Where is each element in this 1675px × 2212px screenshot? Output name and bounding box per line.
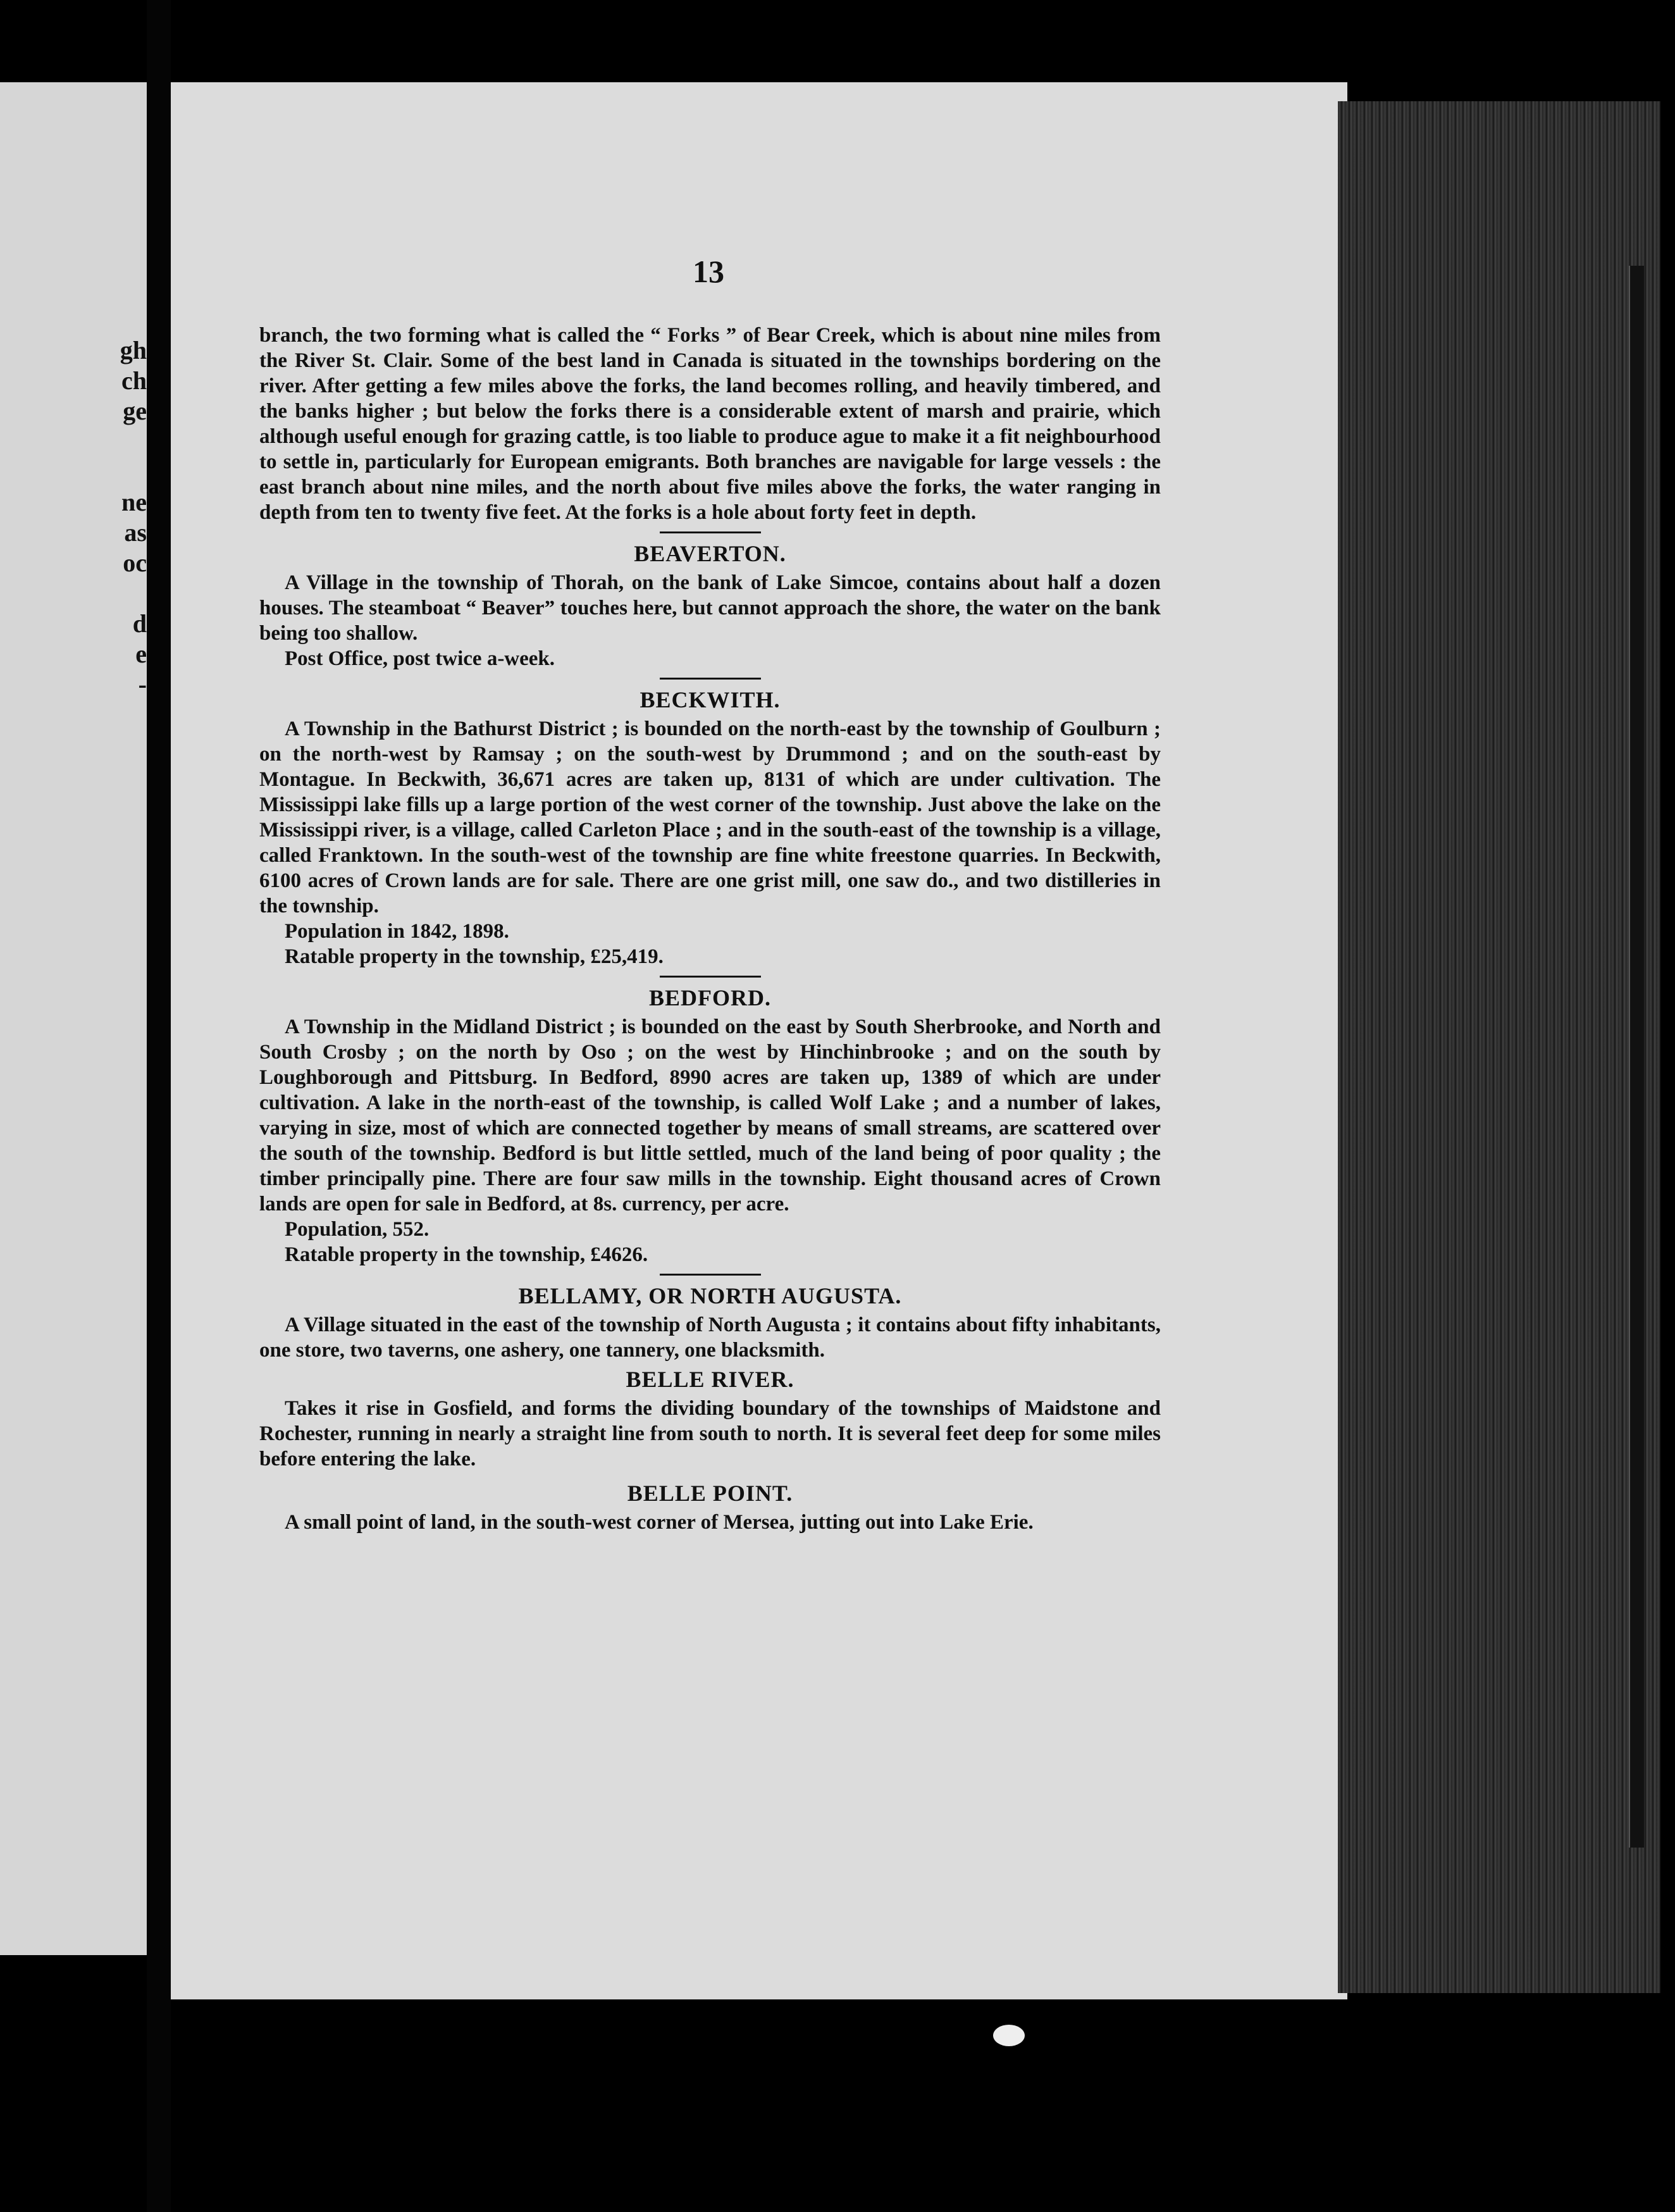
beckwith-population: Population in 1842, 1898. (285, 920, 509, 943)
heading-belle-point: BELLE POINT. (627, 1481, 793, 1506)
belle-river-body: Takes it rise in Gosfield, and forms the dividing boundary of the townships of Maidstone and Rochester, running in nearly a straight line from south to north. It is several feet deep for some miles before entering the lake. (259, 1397, 1161, 1470)
section-divider (660, 976, 761, 978)
section-divider (660, 1274, 761, 1276)
left-fragment: ne (121, 488, 147, 516)
left-fragment: d (132, 609, 147, 638)
bedford-body: A Township in the Midland District ; is bounded on the east by South Sherbrooke, and North and South Crosby ; on the north by Oso ; on the west by Hinchinbrooke ; and on the south by Loughborough and Pittsburg. In Bedford, 8990 acres are taken up, 1389 of which are under cultivation. A lake in the north-east of the township, is called Wolf Lake ; and a number of lakes, varying in size, most of which are connected together by means of small streams, are scattered over the south of the township. Bedford is but little settled, much of the land being of poor quality ; the timber principally pine. There are four saw mills in the township. Eight thousand acres of Crown lands are open for sale in Bedford, at 8s. currency, per acre. (259, 1016, 1161, 1215)
beckwith-property: Ratable property in the township, £25,419. (285, 945, 664, 968)
left-fragment (115, 426, 147, 457)
left-fragment: e (135, 640, 147, 668)
section-divider (660, 678, 761, 680)
left-fragment: oc (123, 549, 147, 577)
left-fragment: ch (121, 366, 147, 395)
section-divider (660, 531, 761, 533)
bedford-property: Ratable property in the township, £4626. (285, 1243, 648, 1266)
heading-beckwith: BECKWITH. (640, 687, 781, 712)
left-fragment (115, 457, 147, 487)
page-number: 13 (693, 254, 724, 289)
paper-stain (993, 2025, 1025, 2046)
page-edge-tab (1629, 266, 1644, 1848)
beckwith-body: A Township in the Bathurst District ; is bounded on the north-east by the township of Goulburn ; on the north-west by Ramsay ; on the south-west by Drummond ; and on the south-east by Montague. In Beckwith, 36,671 acres are taken up, 8131 of which are under cultivation. The Mississippi lake fills up a large portion of the west corner of the township. Just above the lake on the Mississippi river, is a village, called Carleton Place ; and in the south-east of the township is a village, called Franktown. In the south-west of the township are fine white freestone quarries. In Beckwith, 6100 acres of Crown lands are for sale. There are one grist mill, one saw do., and two distilleries in the township. (259, 718, 1161, 917)
left-fragment (115, 578, 147, 609)
belle-point-body: A small point of land, in the south-west corner of Mersea, jutting out into Lake Erie. (285, 1511, 1034, 1534)
book-gutter (147, 0, 171, 2212)
bellamy-body: A Village situated in the east of the township of North Augusta ; it contains about fifty inhabitants, one store, two taverns, one ashery, one tannery, one blacksmith. (259, 1314, 1161, 1362)
page-block-edge (1338, 101, 1660, 1993)
beaverton-note: Post Office, post twice a-week. (285, 647, 555, 670)
left-fragment: gh (120, 336, 147, 364)
left-page-text-fragments (115, 335, 147, 700)
left-fragment: - (138, 670, 147, 699)
left-fragment: ge (123, 397, 147, 425)
left-fragment: as (124, 518, 147, 547)
page-content (259, 323, 1161, 1535)
left-page (0, 82, 147, 1955)
heading-belle-river: BELLE RIVER. (626, 1367, 794, 1392)
heading-bellamy: BELLAMY, OR NORTH AUGUSTA. (518, 1283, 902, 1308)
heading-beaverton: BEAVERTON. (634, 541, 786, 566)
bedford-population: Population, 552. (285, 1218, 430, 1241)
heading-bedford: BEDFORD. (648, 985, 771, 1010)
beaverton-body: A Village in the township of Thorah, on the bank of Lake Simcoe, contains about half a dozen houses. The steamboat “ Beaver” touches here, but cannot approach the shore, the water on the bank being too shallow. (259, 571, 1161, 645)
intro-paragraph: branch, the two forming what is called the “ Forks ” of Bear Creek, which is about nine miles from the River St. Clair. Some of the best land in Canada is situated in the townships bordering on the river. After getting a few miles above the forks, the land becomes rolling, and heavily timbered, and the banks higher ; but below the forks there is a considerable extent of marsh and prairie, which although useful enough for grazing cattle, is too liable to produce ague to make it a fit neighbourhood to settle in, particularly for European emigrants. Both branches are navigable for large vessels : the east branch about nine miles, and the north about five miles above the forks, the water ranging in depth from ten to twenty five feet. At the forks is a hole about forty feet in depth. (259, 324, 1161, 524)
